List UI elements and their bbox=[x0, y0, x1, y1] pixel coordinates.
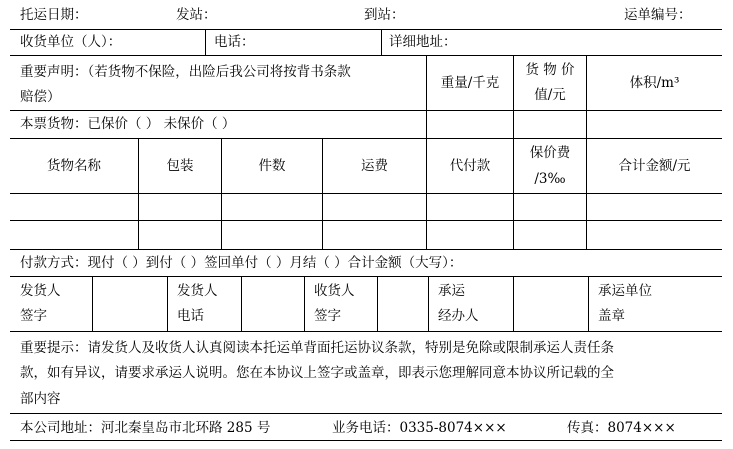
rule-notice-bottom bbox=[10, 413, 722, 414]
divider-goods-3 bbox=[322, 138, 323, 249]
declaration-text-line1: 重要声明：（若货物不保险，出险后我公司将按背书条款 bbox=[20, 64, 351, 80]
divider-sign-4 bbox=[304, 276, 305, 331]
freight-header: 运费 bbox=[361, 158, 388, 174]
insurance-fee-header-line2: /3‰ bbox=[534, 171, 566, 187]
divider-receiver-2 bbox=[381, 29, 382, 55]
carrier-seal-label-2: 盖章 bbox=[598, 308, 625, 324]
divider-sign-3 bbox=[241, 276, 242, 331]
notice-line2: 款，如有异议，请要求承运人说明。您在本协议上签字或盖章，即表示您理解同意本协议所记载的全 bbox=[20, 365, 614, 381]
destination-station-label: 到站： bbox=[364, 7, 405, 23]
rule-goods-row2-bottom bbox=[10, 249, 722, 250]
total-amount-header: 合计金额/元 bbox=[618, 158, 691, 174]
divider-sign-6 bbox=[428, 276, 429, 331]
divider-goods-1 bbox=[138, 138, 139, 249]
divider-goods-4 bbox=[426, 138, 427, 249]
divider-measure-left bbox=[426, 55, 427, 138]
carrier-agent-label-2: 经办人 bbox=[438, 308, 479, 324]
insured-status-line: 本票货物：已保价（ ） 未保价（ ） bbox=[20, 116, 236, 132]
rule-goods-header-top bbox=[10, 138, 722, 139]
bottom-border bbox=[10, 440, 722, 441]
rule-signature-bottom bbox=[10, 331, 722, 332]
insurance-fee-header-line1: 保价费 bbox=[529, 145, 571, 161]
packing-header: 包装 bbox=[166, 158, 194, 174]
divider-sign-1 bbox=[92, 276, 93, 331]
rule-measure-mid bbox=[426, 110, 722, 111]
weight-header: 重量/千克 bbox=[440, 75, 500, 91]
business-phone: 业务电话：0335-8074××× bbox=[332, 420, 507, 436]
shipper-signature-label-2: 签字 bbox=[20, 308, 47, 324]
goods-value-header-line1: 货 物 价 bbox=[525, 62, 575, 78]
volume-header: 体积/m³ bbox=[629, 75, 680, 91]
rule-goods-row1-bottom bbox=[10, 220, 722, 221]
divider-measure-3 bbox=[586, 55, 587, 138]
receiver-unit-label: 收货单位（人）： bbox=[20, 34, 122, 50]
declaration-text-line2: 赔偿） bbox=[20, 89, 61, 105]
notice-line1: 重要提示：请发货人及收货人认真阅读本托运单背面托运协议条款，特别是免除或限制承运人责任条 bbox=[20, 340, 614, 356]
goods-name-header: 货物名称 bbox=[47, 158, 101, 174]
waybill-number-label: 运单编号： bbox=[624, 7, 692, 23]
divider-sign-5 bbox=[377, 276, 378, 331]
rule-receiver-bottom bbox=[10, 55, 722, 56]
receiver-signature-label-2: 签字 bbox=[314, 308, 341, 324]
fax-number: 传真：8074××× bbox=[567, 420, 676, 436]
divider-goods-2 bbox=[221, 138, 222, 249]
carrier-seal-label-1: 承运单位 bbox=[598, 283, 652, 299]
top-border bbox=[10, 29, 722, 30]
pieces-header: 件数 bbox=[258, 158, 286, 174]
carrier-agent-label-1: 承运 bbox=[438, 283, 465, 299]
payment-method-line: 付款方式：现付（ ）到付（ ）签回单付（ ）月结（ ）合计金额（大写）： bbox=[20, 255, 463, 271]
goods-value-header-line2: 值/元 bbox=[534, 87, 566, 103]
divider-sign-7 bbox=[513, 276, 514, 331]
cod-header: 代付款 bbox=[449, 158, 491, 174]
company-address: 本公司地址：河北秦皇岛市北环路 285 号 bbox=[20, 420, 271, 436]
shipper-phone-label-1: 发货人 bbox=[177, 283, 218, 299]
rule-payment-bottom bbox=[10, 276, 722, 277]
rule-goods-header-bottom bbox=[10, 193, 722, 194]
divider-receiver-1 bbox=[205, 29, 206, 55]
shipper-signature-label-1: 发货人 bbox=[20, 283, 61, 299]
notice-line3: 部内容 bbox=[20, 391, 61, 407]
rule-declaration-mid bbox=[10, 110, 426, 111]
origin-station-label: 发站： bbox=[176, 7, 217, 23]
divider-sign-8 bbox=[588, 276, 589, 331]
receiver-address-label: 详细地址： bbox=[389, 34, 457, 50]
divider-goods-6 bbox=[586, 138, 587, 249]
shipper-phone-label-2: 电话 bbox=[177, 308, 204, 324]
receiver-signature-label-1: 收货人 bbox=[314, 283, 355, 299]
receiver-phone-label: 电话： bbox=[214, 34, 255, 50]
ship-date-label: 托运日期： bbox=[20, 7, 88, 23]
divider-sign-2 bbox=[167, 276, 168, 331]
